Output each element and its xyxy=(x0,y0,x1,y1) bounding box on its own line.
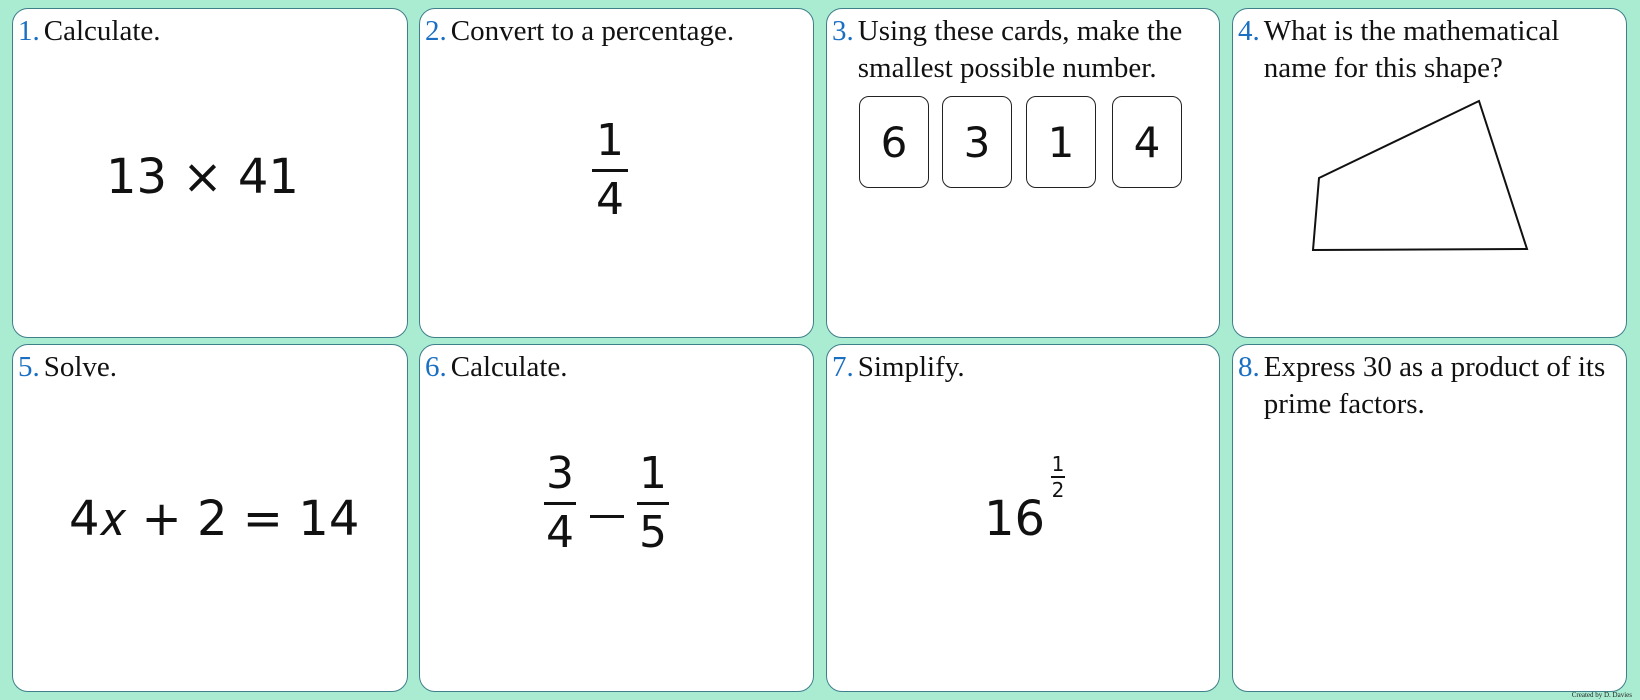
question-header xyxy=(832,13,1213,87)
creator-credit: Created by D. Davies xyxy=(1571,691,1632,699)
question-card-3 xyxy=(826,8,1220,338)
question-number: 8. xyxy=(1238,351,1260,383)
digit-card: 3 xyxy=(942,96,1012,188)
exponent-denominator: 2 xyxy=(1051,477,1065,502)
question-text: Express 30 as a product of its prime factors. xyxy=(1263,351,1606,420)
digit-card: 4 xyxy=(1112,96,1182,188)
fraction xyxy=(592,116,628,225)
question-header xyxy=(1238,349,1620,423)
fraction-bar xyxy=(637,502,669,505)
question-number: 3. xyxy=(832,15,854,47)
equation: 4𝑥 + 2 = 14 xyxy=(69,491,360,547)
fraction-bar xyxy=(544,502,576,505)
question-number: 2. xyxy=(425,15,447,47)
question-number: 6. xyxy=(425,351,447,383)
multiplication-expression: 13 × 41 xyxy=(106,149,299,205)
digit-card: 1 xyxy=(1026,96,1096,188)
question-header xyxy=(425,349,807,386)
question-card-2 xyxy=(419,8,814,338)
exponent-numerator: 1 xyxy=(1051,452,1065,476)
question-text: Using these cards, make the smallest possible number. xyxy=(857,15,1183,84)
power-base: 16 xyxy=(984,491,1046,547)
question-header xyxy=(18,349,401,386)
quadrilateral-outline xyxy=(1313,101,1527,250)
question-text: What is the mathematical name for this shape? xyxy=(1263,15,1560,84)
question-card-1 xyxy=(12,8,408,338)
question-text: Calculate. xyxy=(43,15,161,47)
question-card-8 xyxy=(1232,344,1627,692)
right-fraction xyxy=(637,449,669,558)
fraction-numerator: 1 xyxy=(639,448,667,499)
question-number: 1. xyxy=(18,15,40,47)
power-exponent xyxy=(1051,453,1065,501)
question-number: 4. xyxy=(1238,15,1260,47)
question-number: 5. xyxy=(18,351,40,383)
question-header xyxy=(425,13,807,50)
question-header xyxy=(18,13,401,50)
question-number: 7. xyxy=(832,351,854,383)
fraction-denominator: 5 xyxy=(639,507,667,558)
left-fraction xyxy=(544,449,576,558)
fraction-denominator: 4 xyxy=(546,507,574,558)
fraction-denominator: 4 xyxy=(596,174,624,225)
question-card-7 xyxy=(826,344,1220,692)
question-card-6 xyxy=(419,344,814,692)
quadrilateral-shape xyxy=(1233,9,1627,338)
question-card-4 xyxy=(1232,8,1627,338)
question-card-5 xyxy=(12,344,408,692)
question-text: Solve. xyxy=(43,351,118,383)
digit-card: 6 xyxy=(859,96,929,188)
fraction-numerator: 1 xyxy=(596,115,624,166)
minus-sign xyxy=(590,515,624,518)
question-header xyxy=(832,349,1213,386)
question-text: Calculate. xyxy=(450,351,568,383)
fraction-bar xyxy=(592,169,628,172)
fraction-numerator: 3 xyxy=(546,448,574,499)
question-text: Convert to a percentage. xyxy=(450,15,735,47)
question-text: Simplify. xyxy=(857,351,965,383)
